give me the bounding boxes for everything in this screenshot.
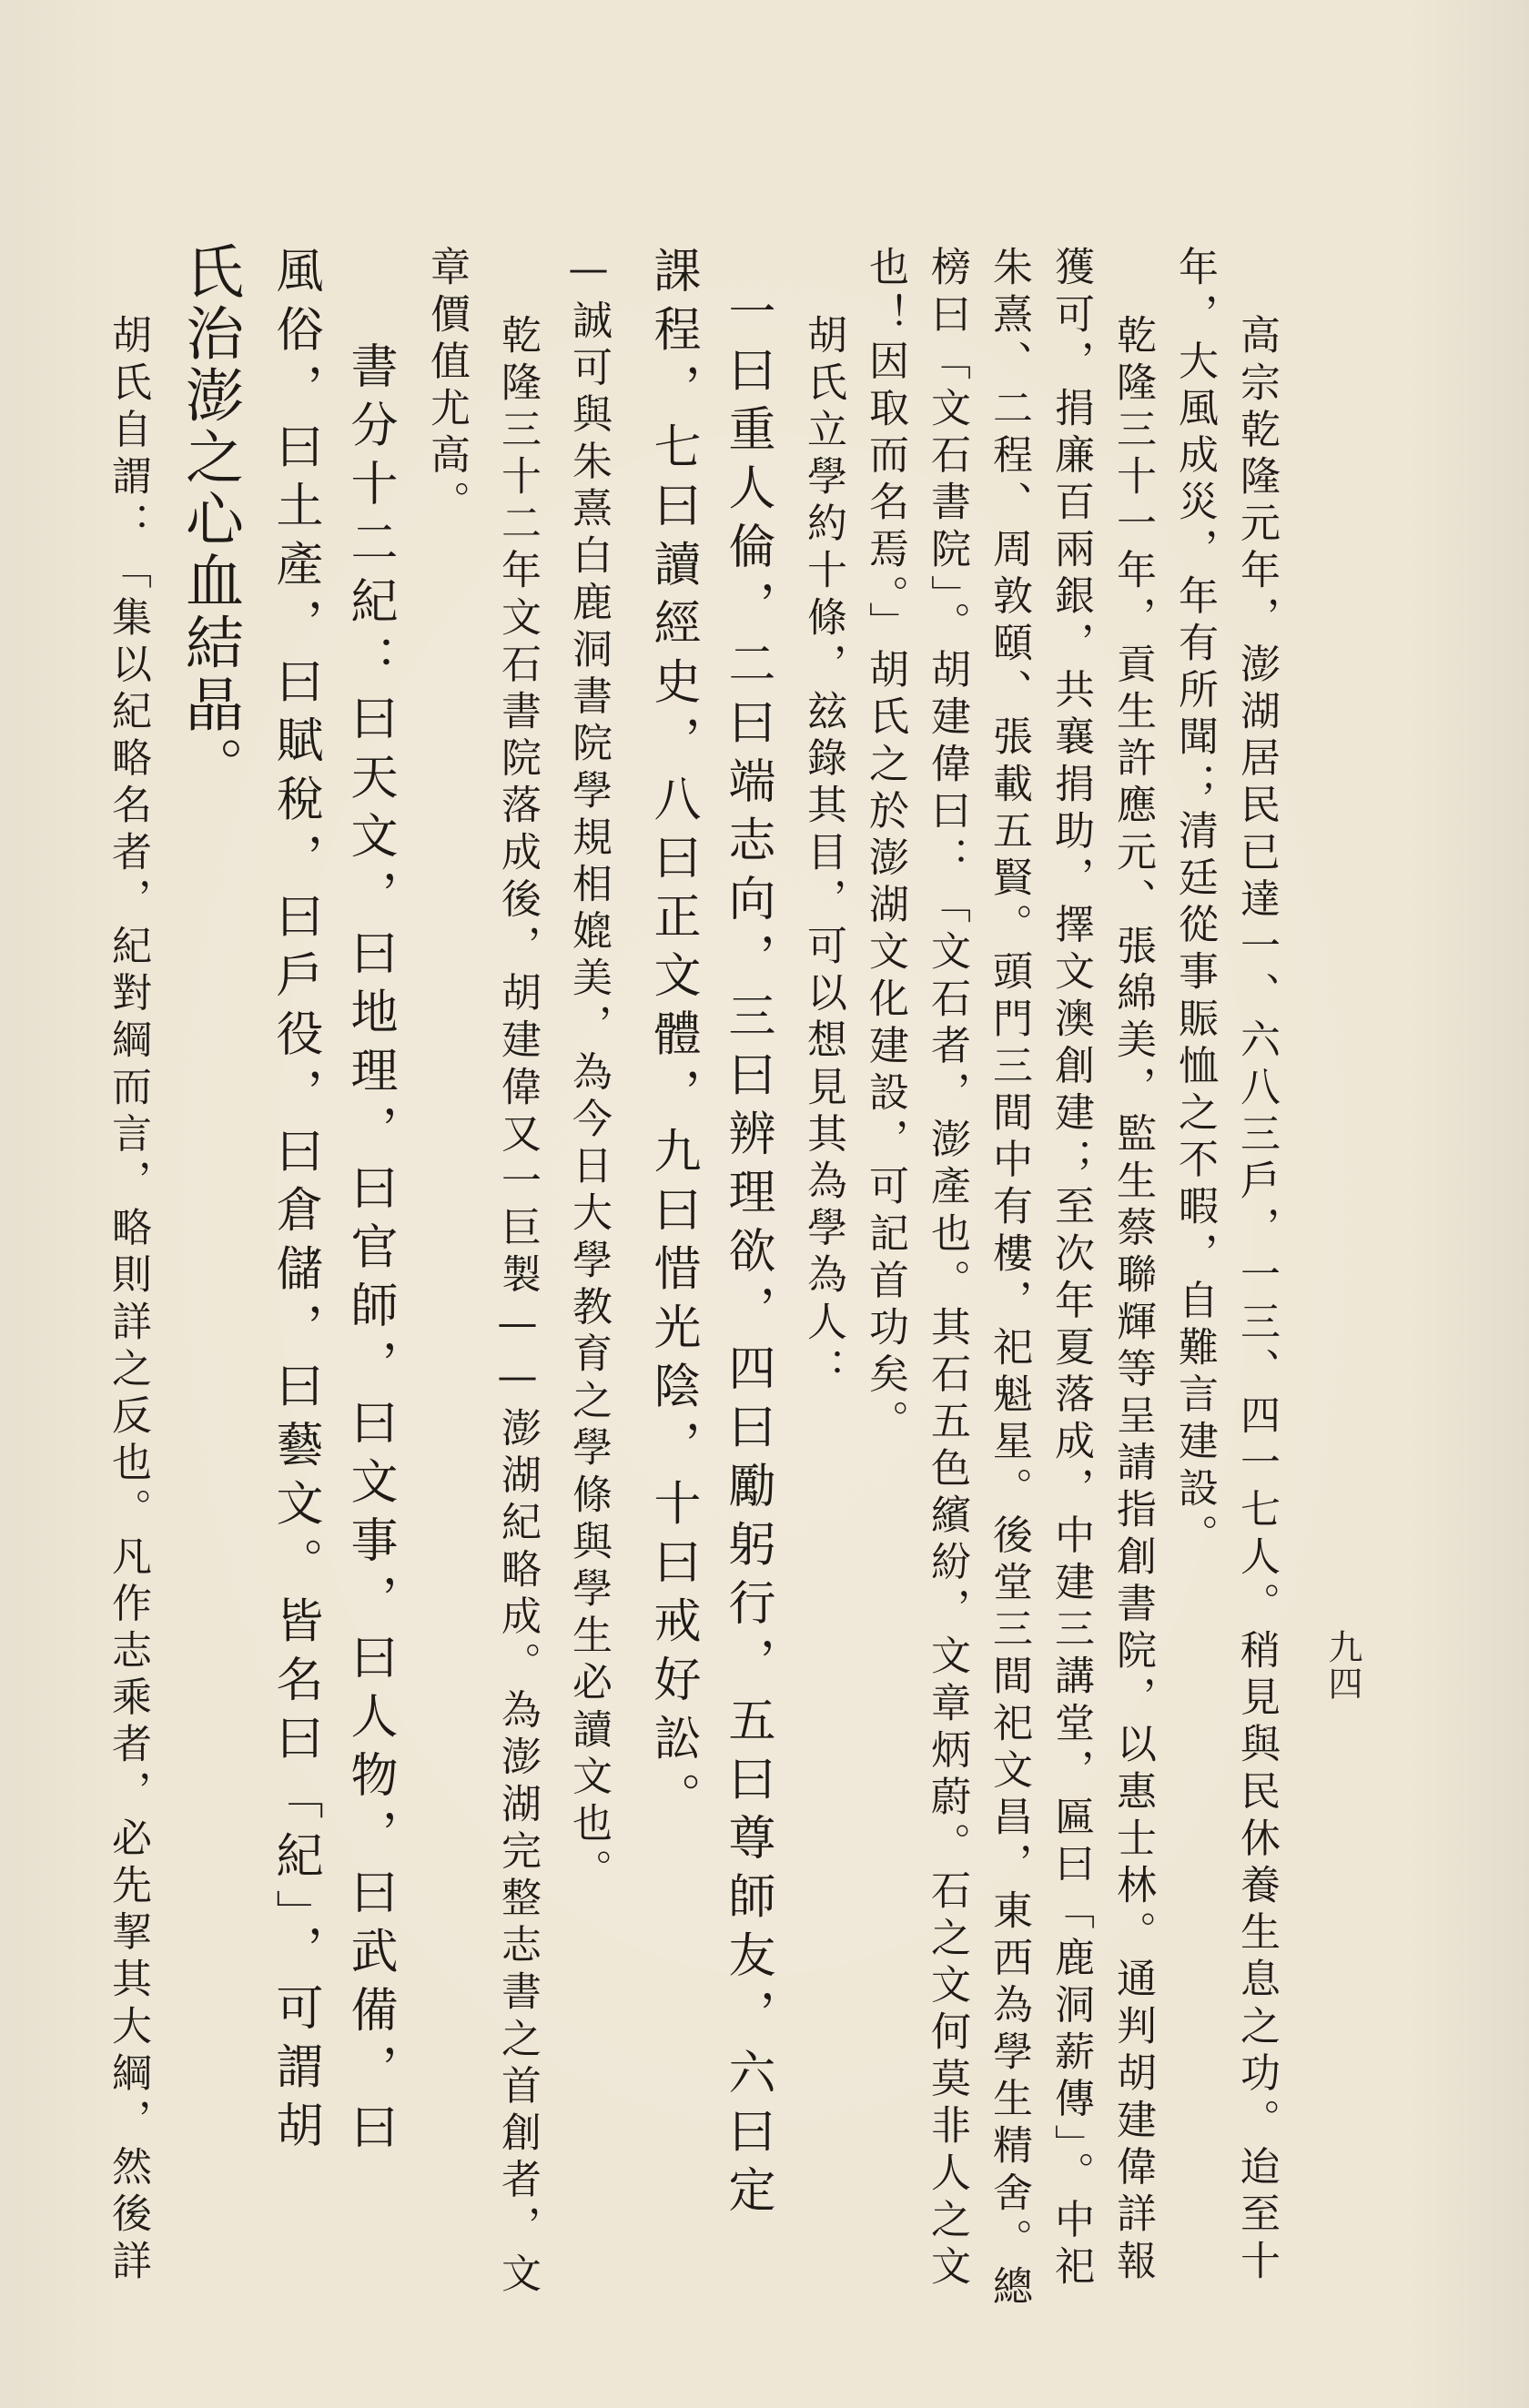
text-column-13: 章價值尤高。 (423, 246, 470, 528)
text-column-2: 年，大風成災，年有所聞；清廷從事賑恤之不暇，自難言建設。 (1171, 246, 1218, 1561)
text-column-14: 書分十二紀：曰天文，曰地理，曰官師，曰文事，曰人物，曰武備，曰 (342, 341, 397, 2161)
text-column-12: 乾隆三十二年文石書院落成後，胡建偉又一巨製——澎湖紀略成。為澎湖完整志書之首創者，文 (494, 314, 541, 2300)
text-column-1: 高宗乾隆元年，澎湖居民已達一、六八三戶，一三、四一七人。稍見與民休養生息之功。迨至十 (1233, 314, 1280, 2287)
text-column-16: 氏治澎之心血結晶。 (176, 241, 243, 798)
text-column-3: 乾隆三十一年，貢生許應元、張綿美，監生蔡聯輝等呈請指創書院，以惠士林。通判胡建偉詳報 (1109, 314, 1156, 2287)
text-column-4: 獲可，捐廉百兩銀，共襄捐助，擇文澳創建；至次年夏落成，中建三講堂，匾曰「鹿洞薪傳」。中祀 (1048, 246, 1094, 2292)
text-column-7: 也！因取而名焉。」胡氏之於澎湖文化建設，可記首功矣。 (862, 246, 908, 1447)
text-column-6: 榜曰「文石書院」。胡建偉曰：「文石者，澎產也。其石五色繽紛，文章炳蔚。石之文何莫非人之文 (924, 246, 970, 2292)
text-column-10: 課程，七曰讀經史，八曰正文體，九曰惜光陰，十曰戒好訟。 (645, 246, 700, 1831)
text-column-8: 胡氏立學約十條，玆錄其目，可以想見其為學為人： (800, 314, 846, 1394)
text-column-11: —誠可與朱熹白鹿洞書院學規相媲美，為今日大學教育之學條與學生必讀文也。 (565, 246, 612, 1896)
page-number: 九四 (1322, 1629, 1362, 1702)
text-column-17: 胡氏自謂：「集以紀略名者，紀對綱而言，略則詳之反也。凡作志乘者，必先挈其大綱，然後詳 (105, 314, 151, 2287)
text-column-9: 一曰重人倫，二曰端志向，三曰辨理欲，四曰勵躬行，五曰尊師友，六曰定 (720, 287, 775, 2224)
text-column-5: 朱熹、二程、周敦頤、張載五賢。頭門三間中有樓，祀魁星。後堂三間祀文昌，東西為學生精舍。總 (986, 246, 1032, 2312)
text-column-15: 風俗，曰土產，曰賦稅，曰戶役，曰倉儲，曰藝文。皆名曰「紀」，可謂胡 (268, 246, 322, 2160)
